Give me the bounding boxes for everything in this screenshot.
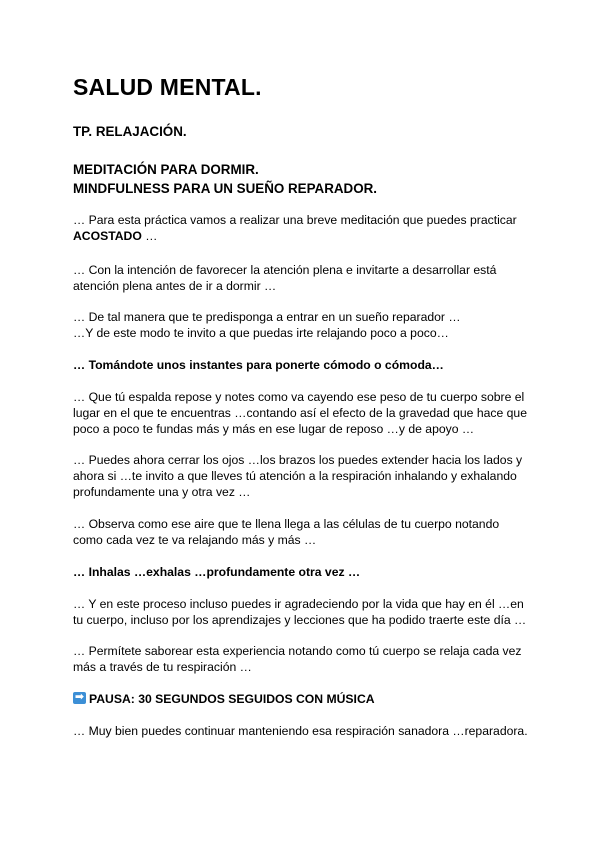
- paragraph: [73, 452, 533, 500]
- paragraph-line: ahora si …te invito a que lleves tú atención a la respiración inhalando y exhalando: [73, 469, 517, 483]
- paragraph-line: … Observa como ese aire que te llena llega a las células de tu cuerpo notando: [73, 517, 500, 531]
- paragraph: [73, 596, 533, 628]
- pause-note: [73, 691, 533, 707]
- paragraph: [73, 516, 533, 548]
- paragraph-line: profundamente una y otra vez …: [73, 485, 251, 499]
- paragraph-line: … Permítete saborear esta experiencia notando como tú cuerpo se relaja cada vez: [73, 644, 522, 658]
- paragraph-line: …Y de este modo te invito a que puedas irte relajando poco a poco…: [73, 326, 449, 340]
- paragraph: [73, 262, 533, 294]
- paragraph-line: … De tal manera que te predisponga a entrar en un sueño reparador …: [73, 310, 461, 324]
- paragraph: [73, 389, 533, 437]
- paragraph-line: … Que tú espalda repose y notes como va cayendo ese peso de tu cuerpo sobre el: [73, 390, 525, 404]
- paragraph-line: como cada vez te va relajando más y más …: [73, 533, 317, 547]
- paragraph-line: lugar en el que te encuentras …contando así el efecto de la gravedad que hace que: [73, 406, 527, 420]
- section-heading-1: MEDITACIÓN PARA DORMIR.: [73, 162, 259, 177]
- subtitle: TP. RELAJACIÓN.: [73, 124, 187, 139]
- paragraph: … Muy bien puedes continuar manteniendo esa respiración sanadora …reparadora.: [73, 724, 528, 738]
- paragraph-line: … Puedes ahora cerrar los ojos …los brazos los puedes extender hacia los lados y: [73, 453, 523, 467]
- right-arrow-icon: [73, 692, 86, 704]
- pause-text: PAUSA: 30 SEGUNDOS SEGUIDOS CON MÚSICA: [89, 692, 375, 706]
- paragraph-text: …: [141, 229, 158, 243]
- paragraph-line: … Con la intención de favorecer la atención plena e invitarte a desarrollar está: [73, 263, 497, 277]
- emphasis-text: ACOSTADO: [73, 229, 142, 243]
- emphasis-paragraph: … Tomándote unos instantes para ponerte cómodo o cómoda…: [73, 358, 444, 372]
- paragraph: [73, 309, 533, 341]
- paragraph-line: atención plena antes de ir a dormir …: [73, 279, 277, 293]
- paragraph-line: más a través de tu respiración …: [73, 660, 252, 674]
- page-title: SALUD MENTAL.: [73, 74, 262, 100]
- paragraph: [73, 643, 533, 675]
- paragraph-line: [73, 228, 533, 244]
- emphasis-paragraph: … Inhalas …exhalas …profundamente otra vez …: [73, 565, 361, 579]
- section-heading-2: MINDFULNESS PARA UN SUEÑO REPARADOR.: [73, 181, 378, 196]
- paragraph-line: tu cuerpo, incluso por los aprendizajes y lecciones que ha podido traerte este día …: [73, 613, 527, 627]
- paragraph-line: … Para esta práctica vamos a realizar una breve meditación que puedes practicar: [73, 213, 517, 227]
- paragraph-line: poco a poco te fundas más y más en ese lugar de reposo …y de apoyo …: [73, 422, 475, 436]
- paragraph-line: … Y en este proceso incluso puedes ir agradeciendo por la vida que hay en él …en: [73, 597, 524, 611]
- paragraph: [73, 212, 533, 244]
